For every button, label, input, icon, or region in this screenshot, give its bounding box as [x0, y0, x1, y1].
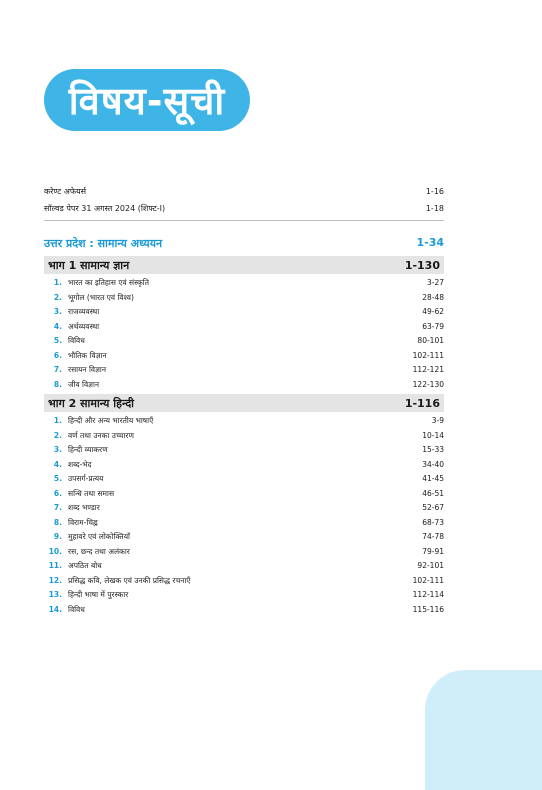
item-pages: 80-101 — [417, 336, 444, 345]
item-number: 14. — [48, 604, 62, 614]
item-pages: 52-67 — [422, 503, 444, 512]
list-item[interactable] — [44, 574, 444, 589]
item-label: मुहावरे एवं लोकोक्तियाँ — [68, 532, 130, 541]
divider — [44, 220, 444, 221]
item-label: शब्द-भेद — [68, 459, 92, 469]
part-label: भाग 2 सामान्य हिन्दी — [48, 396, 135, 410]
item-label: सन्धि तथा समास — [68, 488, 115, 498]
item-label: हिन्दी और अन्य भारतीय भाषाएँ — [68, 416, 154, 425]
item-pages: 41-45 — [422, 474, 444, 483]
item-number: 3. — [53, 307, 62, 316]
list-item[interactable] — [44, 363, 444, 378]
item-number: 7. — [53, 365, 62, 374]
item-pages: 102-111 — [412, 350, 444, 360]
item-number: 13. — [48, 590, 62, 599]
list-item[interactable] — [44, 349, 444, 364]
item-label: विविध — [68, 604, 85, 614]
part-2-header[interactable] — [44, 394, 444, 412]
list-item[interactable] — [44, 458, 444, 473]
list-item[interactable] — [44, 487, 444, 502]
item-number: 2. — [53, 430, 62, 440]
section-pages: 1-34 — [416, 236, 444, 249]
item-number: 7. — [53, 503, 62, 512]
list-item[interactable] — [44, 545, 444, 560]
item-number: 8. — [53, 379, 62, 389]
intro-list — [44, 183, 444, 217]
item-pages: 79-91 — [422, 546, 444, 556]
section-label: उत्तर प्रदेश : सामान्य अध्ययन — [44, 237, 163, 250]
part-pages: 1-116 — [404, 396, 440, 410]
part-pages: 1-130 — [404, 258, 440, 272]
item-number: 12. — [48, 575, 62, 585]
list-item[interactable] — [44, 501, 444, 516]
intro-label: सॉल्वड पेपर 31 अगस्त 2024 (शिफ्ट-I) — [44, 204, 166, 213]
list-item[interactable] — [44, 291, 444, 306]
item-number: 3. — [53, 445, 62, 454]
item-label: अपठित बोध — [68, 561, 102, 570]
item-pages: 74-78 — [422, 532, 444, 541]
item-number: 4. — [53, 321, 62, 331]
item-label: विराम-चिह्न — [68, 517, 98, 527]
list-item[interactable] — [44, 588, 444, 603]
item-pages: 3-9 — [431, 416, 444, 425]
list-item[interactable] — [44, 472, 444, 487]
item-pages: 92-101 — [417, 561, 444, 570]
item-label: प्रसिद्ध कवि, लेखक एवं उनकी प्रसिद्ध रचनाएँ — [68, 575, 191, 585]
item-number: 8. — [53, 517, 62, 527]
item-pages: 63-79 — [422, 321, 444, 331]
item-number: 10. — [48, 546, 62, 556]
item-pages: 15-33 — [422, 445, 444, 454]
item-pages: 68-73 — [422, 517, 444, 527]
list-item[interactable] — [44, 320, 444, 335]
item-number: 5. — [53, 474, 62, 483]
item-pages: 115-116 — [412, 604, 444, 614]
item-number: 6. — [53, 350, 62, 360]
item-label: भारत का इतिहास एवं संस्कृति — [68, 278, 149, 287]
item-label: हिन्दी व्याकरण — [68, 445, 108, 454]
item-pages: 28-48 — [422, 292, 444, 302]
list-item[interactable] — [44, 378, 444, 393]
item-number: 9. — [53, 532, 62, 541]
list-item[interactable] — [44, 276, 444, 291]
list-item[interactable] — [44, 429, 444, 444]
item-pages: 3-27 — [426, 278, 444, 287]
intro-pages: 1-18 — [425, 204, 444, 213]
decorative-corner — [425, 670, 542, 790]
list-item[interactable] — [44, 603, 444, 618]
item-label: रसायन विज्ञान — [68, 365, 107, 374]
item-label: राजव्यवस्था — [68, 307, 100, 316]
item-label: जीव विज्ञान — [68, 379, 100, 389]
item-label: रस, छन्द तथा अलंकार — [68, 546, 130, 556]
intro-label: करेण्ट अफेयर्स — [44, 187, 87, 196]
part-1-header[interactable] — [44, 256, 444, 274]
item-label: हिन्दी भाषा में पुरस्कार — [68, 590, 129, 599]
list-item[interactable] — [44, 334, 444, 349]
page-title — [44, 69, 250, 131]
page-title-text: विषय-सूची — [68, 79, 226, 123]
list-item[interactable] — [44, 559, 444, 574]
item-pages: 112-114 — [412, 590, 444, 599]
item-number: 4. — [53, 459, 62, 469]
section-heading[interactable] — [44, 236, 444, 251]
list-item[interactable] — [44, 516, 444, 531]
list-item[interactable] — [44, 414, 444, 429]
intro-pages: 1-16 — [425, 187, 444, 196]
item-number: 5. — [53, 336, 62, 345]
part-1-list — [44, 276, 444, 392]
item-label: अर्थव्यवस्था — [68, 321, 100, 331]
item-pages: 10-14 — [422, 430, 444, 440]
list-item[interactable] — [44, 530, 444, 545]
item-pages: 122-130 — [412, 379, 444, 389]
item-label: भौतिक विज्ञान — [68, 350, 107, 360]
intro-row[interactable] — [44, 183, 444, 200]
item-label: भूगोल (भारत एवं विश्व) — [68, 292, 134, 302]
item-pages: 34-40 — [422, 459, 444, 469]
item-number: 2. — [53, 292, 62, 302]
item-label: उपसर्ग-प्रत्यय — [68, 474, 104, 483]
item-pages: 49-62 — [422, 307, 444, 316]
list-item[interactable] — [44, 443, 444, 458]
item-number: 1. — [53, 416, 62, 425]
list-item[interactable] — [44, 305, 444, 320]
item-pages: 102-111 — [412, 575, 444, 585]
item-pages: 46-51 — [422, 488, 444, 498]
item-label: विविध — [68, 336, 85, 345]
item-number: 6. — [53, 488, 62, 498]
item-label: वर्ण तथा उनका उच्चारण — [68, 430, 134, 440]
item-number: 11. — [48, 561, 62, 570]
part-label: भाग 1 सामान्य ज्ञान — [48, 258, 130, 272]
item-pages: 112-121 — [412, 365, 444, 374]
item-number: 1. — [53, 278, 62, 287]
item-label: शब्द भण्डार — [68, 503, 100, 512]
intro-row[interactable] — [44, 200, 444, 217]
part-2-list — [44, 414, 444, 617]
